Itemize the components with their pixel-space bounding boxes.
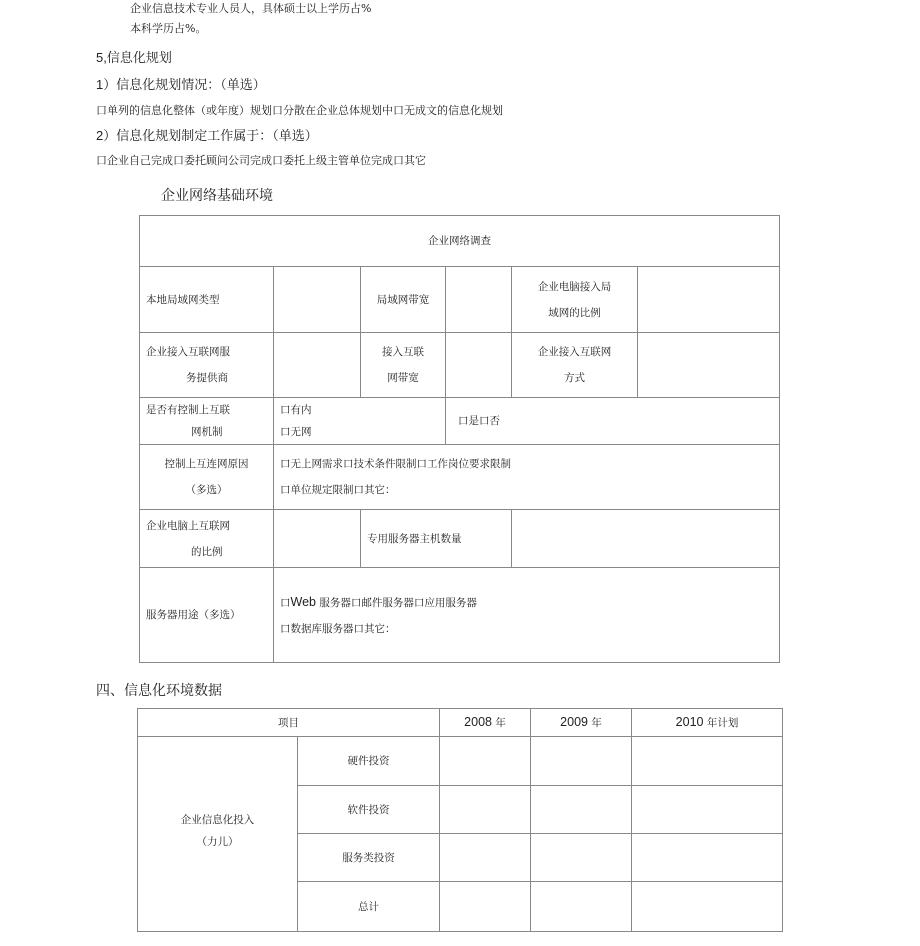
pc-internet-ratio-value[interactable] [274,510,361,568]
software-2008[interactable] [440,786,531,834]
row-service-label: 服务类投资 [298,834,440,882]
lan-bandwidth-value[interactable] [446,267,512,333]
service-2008[interactable] [440,834,531,882]
environment-data-table [137,708,783,932]
server-use-label: 服务器用途（多选） [140,568,274,663]
invest-group-label: 企业信息化投入 （力儿） [138,737,298,932]
lan-type-value[interactable] [274,267,361,333]
row-total-label: 总计 [298,882,440,932]
inet-bandwidth-value[interactable] [446,333,512,398]
col-2009-header: 2009 年 [531,709,632,737]
lan-ratio-label: 企业电脑接入局 域网的比例 [512,267,638,333]
service-2009[interactable] [531,834,632,882]
intro-line-2: 本科学历占%。 [130,22,207,35]
total-2008[interactable] [440,882,531,932]
lan-bandwidth-label: 局域网带宽 [361,267,446,333]
network-survey-table [139,215,780,663]
service-2010[interactable] [632,834,783,882]
inet-bandwidth-label: 接入互联 网带宽 [361,333,446,398]
control-mechanism-label: 是否有控制上互联 网机制 [140,398,274,445]
software-2009[interactable] [531,786,632,834]
control-yes-no[interactable]: 口是口否 [446,398,780,445]
server-count-label: 专用服务器主机数量 [361,510,512,568]
network-heading: 企业网络基础环境 [161,188,273,204]
inet-mode-label: 企业接入互联网 方式 [512,333,638,398]
intro-line-1: 企业信息技术专业人员人，具体硕士以上学历占% [130,2,372,15]
q2-label: 2）信息化规划制定工作属于：（单选） [96,128,318,143]
q1-options: 口单列的信息化整体（或年度）规划口分散在企业总体规划中口无成文的信息化规划 [96,104,503,117]
lan-type-label: 本地局域网类型 [140,267,274,333]
isp-value[interactable] [274,333,361,398]
hardware-2010[interactable] [632,737,783,786]
row-software-label: 软件投资 [298,786,440,834]
network-table-title: 企业网络调查 [140,216,780,267]
col-2010-header: 2010 年计划 [632,709,783,737]
pc-internet-ratio-label: 企业电脑上互联网 的比例 [140,510,274,568]
control-reason-label: 控制上互连网原因 （多选） [140,445,274,510]
lan-ratio-value[interactable] [638,267,780,333]
isp-label: 企业接入互联网服 务提供商 [140,333,274,398]
inet-mode-value[interactable] [638,333,780,398]
total-2009[interactable] [531,882,632,932]
hardware-2009[interactable] [531,737,632,786]
server-count-value[interactable] [512,510,780,568]
col-2008-header: 2008 年 [440,709,531,737]
row-hardware-label: 硬件投资 [298,737,440,786]
hardware-2008[interactable] [440,737,531,786]
control-intranet-options[interactable]: 口有内 口无网 [274,398,446,445]
server-use-options[interactable]: 口Web 服务器口邮件服务器口应用服务器 口数据库服务器口其它： [274,568,780,663]
section-4-heading: 四、信息化环境数据 [96,683,222,699]
section-5-title: 5,信息化规划 [96,50,172,65]
q2-options: 口企业自己完成口委托顾问公司完成口委托上级主管单位完成口其它 [96,154,426,167]
col-item-header: 项目 [138,709,440,737]
total-2010[interactable] [632,882,783,932]
software-2010[interactable] [632,786,783,834]
q1-label: 1）信息化规划情况：（单选） [96,77,266,92]
control-reason-options[interactable]: 口无上网需求口技术条件限制口工作岗位要求限制 口单位规定限制口其它： [274,445,780,510]
